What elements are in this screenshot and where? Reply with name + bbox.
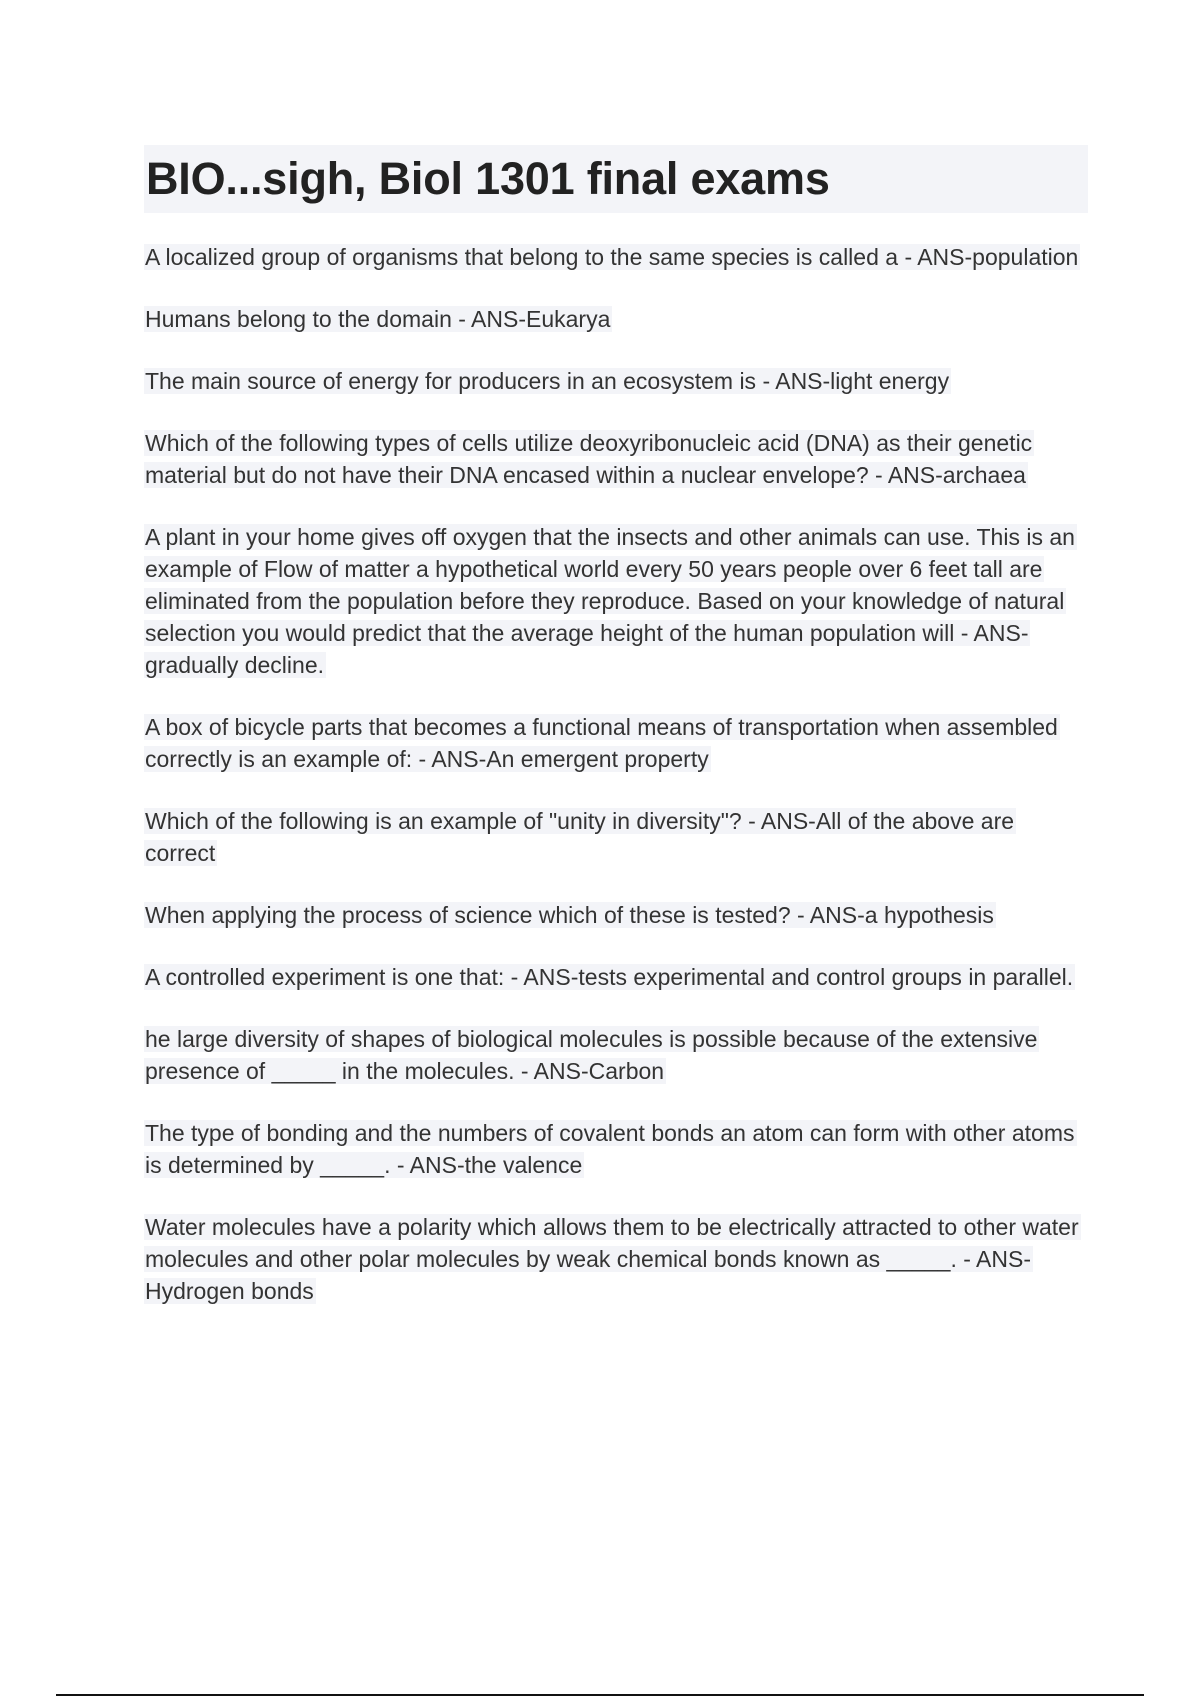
qa-text: Which of the following is an example of "unity in diversity"? - ANS-All of the above are correct <box>145 808 1015 866</box>
qa-text: A box of bicycle parts that becomes a functional means of transportation when assembled correctly is an example of: - ANS-An emergent property <box>145 714 1058 772</box>
qa-text: Which of the following types of cells utilize deoxyribonucleic acid (DNA) as their genetic material but do not have their DNA encased within a nuclear envelope? - ANS-archaea <box>145 430 1033 488</box>
qa-item <box>144 1117 1088 1181</box>
qa-item <box>144 365 1088 397</box>
qa-item <box>144 303 1088 335</box>
footer-divider <box>56 1694 1144 1696</box>
qa-item <box>144 1211 1088 1307</box>
qa-item <box>144 961 1088 993</box>
qa-text: A controlled experiment is one that: - ANS-tests experimental and control groups in parallel. <box>145 964 1074 990</box>
qa-item <box>144 711 1088 775</box>
qa-item <box>144 521 1088 681</box>
qa-item <box>144 241 1088 273</box>
document-title: BIO...sigh, Biol 1301 final exams <box>146 153 830 204</box>
qa-text: he large diversity of shapes of biological molecules is possible because of the extensive presence of _____ in the molecules. - ANS-Carbon <box>145 1026 1038 1084</box>
qa-item <box>144 427 1088 491</box>
qa-text: A localized group of organisms that belong to the same species is called a - ANS-population <box>145 244 1079 270</box>
qa-list <box>144 241 1088 1337</box>
qa-text: Water molecules have a polarity which allows them to be electrically attracted to other water molecules and other polar molecules by weak chemical bonds known as _____. - ANS-Hydrogen bonds <box>145 1214 1079 1304</box>
qa-text: A plant in your home gives off oxygen that the insects and other animals can use. This is an example of Flow of matter a hypothetical world every 50 years people over 6 feet tall are eliminated from the population before they reproduce. Based on your knowledge of natural selection you would predict that the average height of the human population will - ANS-gradually decline. <box>145 524 1075 678</box>
qa-text: Humans belong to the domain - ANS-Eukarya <box>145 306 611 332</box>
qa-item <box>144 899 1088 931</box>
qa-item <box>144 805 1088 869</box>
qa-item <box>144 1023 1088 1087</box>
qa-text: The type of bonding and the numbers of covalent bonds an atom can form with other atoms is determined by _____. - ANS-the valence <box>145 1120 1075 1178</box>
qa-text: When applying the process of science which of these is tested? - ANS-a hypothesis <box>145 902 994 928</box>
qa-text: The main source of energy for producers in an ecosystem is - ANS-light energy <box>145 368 950 394</box>
